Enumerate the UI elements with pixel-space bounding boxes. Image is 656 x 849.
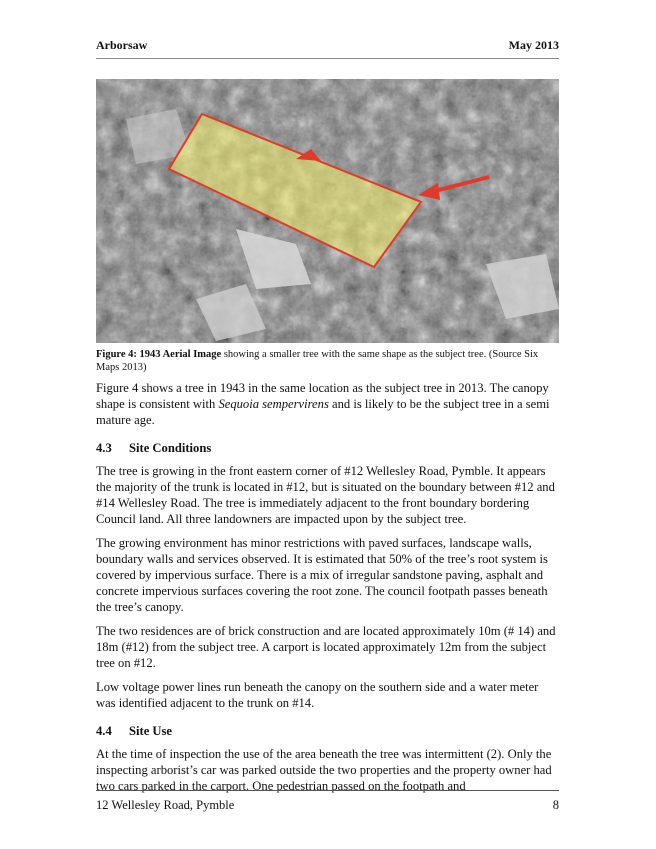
species-name: Sequoia sempervirens — [218, 397, 329, 411]
section-number: 4.3 — [96, 441, 112, 455]
page-header — [96, 38, 559, 59]
section-number: 4.4 — [96, 724, 112, 738]
text: and is likely to be the subject tree in a semi mature age. — [96, 397, 550, 427]
paragraph: At the time of inspection the use of the area beneath the tree was intermittent (2). Only the inspecting arborist’s car was parked outside the two properties and the property owner had two cars parked in the carport. One pedestrian passed on the footpath and — [96, 747, 552, 793]
paragraph: The two residences are of brick construction and are located approximately 10m (# 14) and 18m (#12) from the subject tree. A carport is located approximately 12m from the subject tree on #12. — [96, 624, 556, 670]
page-number: 8 — [552, 798, 559, 812]
paragraph: Low voltage power lines run beneath the canopy on the southern side and a water meter was identified adjacent to the trunk on #14. — [96, 680, 539, 710]
report-body — [96, 380, 559, 802]
text: Figure 4 shows a tree in 1943 in the same location as the subject tree in 2013. The canopy shape is consistent with — [96, 381, 549, 411]
section-heading-site-use — [96, 723, 559, 739]
header-company: Arborsaw — [96, 38, 148, 52]
caption-label: Figure 4: 1943 Aerial Image — [96, 349, 222, 360]
section-title: Site Use — [129, 724, 173, 738]
paragraph: The growing environment has minor restrictions with paved surfaces, landscape walls, boundary walls and services observed. It is estimated that 50% of the tree’s root system is covered by impervious surface. There is a mix of irregular sandstone paving, asphalt and concrete impervious surfaces covering the root zone. The council footpath passes beneath the tree’s canopy. — [96, 536, 548, 614]
paragraph: The tree is growing in the front eastern corner of #12 Wellesley Road, Pymble. It appears the majority of the trunk is located in #12, but is situated on the boundary between #12 and #14 Wellesley Road. The tree is immediately adjacent to the front boundary bordering Council land. All three landowners are impacted upon by the subject tree. — [96, 464, 555, 526]
aerial-image-figure — [96, 79, 559, 343]
page-footer — [96, 790, 559, 821]
caption-text: showing a smaller tree with the same shape as the subject tree. (Source Six Maps 2013) — [96, 349, 539, 373]
footer-address: 12 Wellesley Road, Pymble — [96, 798, 235, 812]
paragraph — [96, 380, 559, 428]
figure-caption — [96, 348, 559, 374]
section-title: Site Conditions — [129, 441, 212, 455]
aerial-photo — [96, 79, 559, 343]
section-heading-site-conditions — [96, 440, 559, 456]
header-date: May 2013 — [508, 38, 559, 52]
